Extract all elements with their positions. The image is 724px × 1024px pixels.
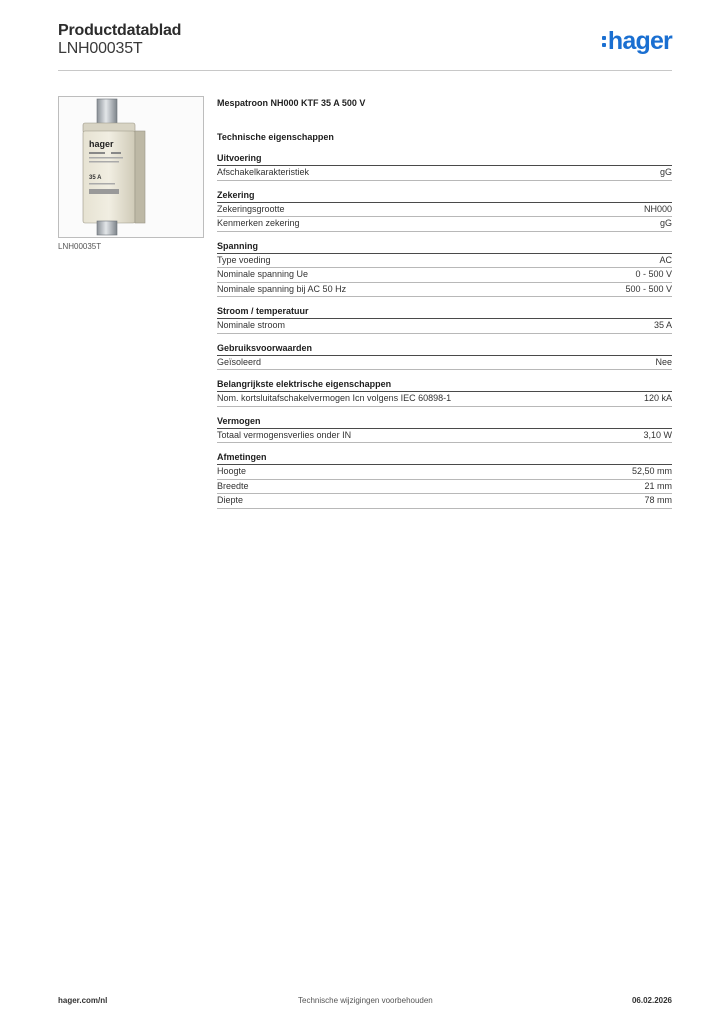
group-title: Uitvoering	[217, 152, 672, 166]
spec-value: 500 - 500 V	[625, 283, 672, 294]
spec-value: 21 mm	[644, 480, 672, 491]
spec-label: Nom. kortsluitafschakelvermogen Icn volgens IEC 60898-1	[217, 393, 452, 403]
group-title: Spanning	[217, 240, 672, 254]
spec-row	[217, 217, 672, 232]
spec-label: Geïsoleerd	[217, 356, 262, 367]
spec-row	[217, 166, 672, 181]
spec-label: Hoogte	[217, 466, 247, 476]
footer-date: 06.02.2026	[631, 996, 672, 1005]
document-title: Productdatablad	[58, 22, 182, 39]
group-title: Belangrijkste elektrische eigenschappen	[217, 378, 672, 392]
group-title: Vermogen	[217, 415, 672, 429]
spec-group	[217, 378, 672, 407]
spec-label: Breedte	[217, 480, 249, 491]
spec-value: 52,50 mm	[631, 466, 672, 476]
spec-value: 3,10 W	[643, 429, 672, 440]
product-image	[58, 96, 204, 238]
spec-row	[217, 203, 672, 218]
spec-row	[217, 319, 672, 334]
fuse-brand-label: hager	[89, 139, 114, 149]
spec-group	[217, 189, 672, 232]
spec-group	[217, 152, 672, 181]
spec-value: gG	[659, 218, 672, 228]
spec-content	[217, 96, 672, 509]
spec-label: Diepte	[217, 495, 244, 505]
group-title: Afmetingen	[217, 451, 672, 465]
spec-row	[217, 254, 672, 269]
spec-group	[217, 451, 672, 509]
spec-label: Nominale stroom	[217, 320, 286, 330]
spec-label: Totaal vermogensverlies onder IN	[217, 429, 352, 440]
spec-group	[217, 240, 672, 298]
spec-group	[217, 415, 672, 444]
footer-disclaimer: Technische wijzigingen voorbehouden	[298, 996, 433, 1005]
hager-logo	[602, 27, 672, 55]
spec-group	[217, 305, 672, 334]
spec-row	[217, 429, 672, 444]
spec-value: Nee	[655, 356, 672, 367]
spec-value: 0 - 500 V	[635, 269, 672, 279]
spec-group	[217, 342, 672, 371]
footer-website-link[interactable]: hager.com/nl	[58, 996, 108, 1005]
spec-label: Kenmerken zekering	[217, 218, 300, 228]
logo-text: hager	[607, 26, 672, 55]
spec-label: Nominale spanning Ue	[217, 269, 309, 279]
image-caption: LNH00035T	[58, 242, 102, 251]
product-name: Mespatroon NH000 KTF 35 A 500 V	[217, 98, 366, 108]
spec-label: Afschakelkarakteristiek	[217, 167, 310, 177]
spec-row	[217, 283, 672, 298]
group-title: Stroom / temperatuur	[217, 305, 672, 319]
spec-row	[217, 392, 672, 407]
fuse-rating-label: 35 A	[89, 175, 102, 181]
spec-value: NH000	[643, 203, 672, 214]
spec-value: 120 kA	[643, 393, 672, 403]
spec-value: AC	[659, 254, 672, 265]
spec-label: Nominale spanning bij AC 50 Hz	[217, 283, 347, 294]
spec-row	[217, 494, 672, 509]
spec-label: Type voeding	[217, 254, 271, 265]
spec-row	[217, 356, 672, 371]
spec-value: 78 mm	[644, 495, 672, 505]
product-code: LNH00035T	[58, 40, 143, 57]
group-title: Gebruiksvoorwaarden	[217, 342, 672, 356]
group-title: Zekering	[217, 189, 672, 203]
page-header	[58, 18, 672, 71]
spec-row	[217, 268, 672, 283]
spec-label: Zekeringsgrootte	[217, 203, 285, 214]
spec-row	[217, 480, 672, 495]
logo-dots-icon	[602, 36, 606, 47]
spec-row	[217, 465, 672, 480]
section-title: Technische eigenschappen	[217, 132, 334, 142]
spec-value: gG	[659, 167, 672, 177]
fuse-illustration	[59, 97, 203, 237]
spec-value: 35 A	[653, 320, 672, 330]
